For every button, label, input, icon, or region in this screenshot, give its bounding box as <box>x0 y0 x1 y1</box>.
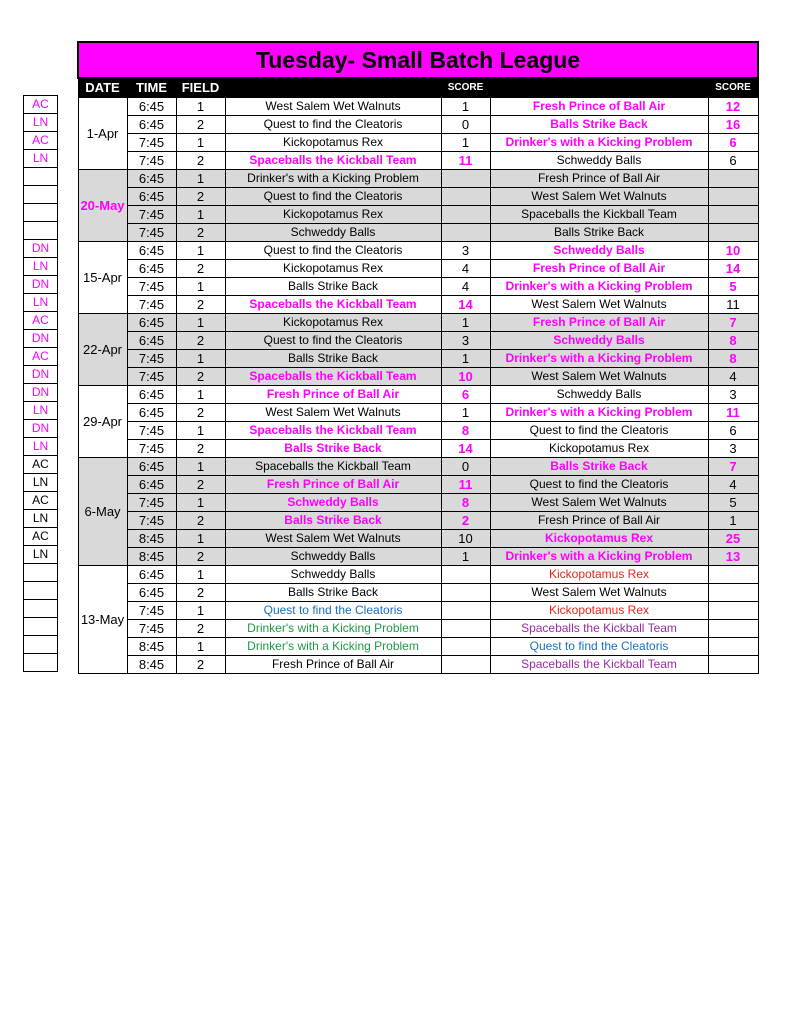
game-row <box>78 386 758 404</box>
away-team: Drinker's with a Kicking Problem <box>490 350 708 368</box>
home-score <box>441 566 490 584</box>
away-team: Schweddy Balls <box>490 386 708 404</box>
game-field: 2 <box>176 116 225 134</box>
home-score: 4 <box>441 278 490 296</box>
away-team: Quest to find the Cleatoris <box>490 476 708 494</box>
game-time: 6:45 <box>127 566 176 584</box>
game-field: 1 <box>176 422 225 440</box>
game-field: 2 <box>176 296 225 314</box>
home-team: Spaceballs the Kickball Team <box>225 458 441 476</box>
away-team: Fresh Prince of Ball Air <box>490 512 708 530</box>
away-score: 3 <box>708 440 758 458</box>
game-time: 6:45 <box>127 188 176 206</box>
game-row <box>78 602 758 620</box>
away-score: 7 <box>708 314 758 332</box>
division-cell: AC <box>24 132 58 150</box>
game-field: 1 <box>176 278 225 296</box>
game-row <box>78 242 758 260</box>
page-title: Tuesday- Small Batch League <box>78 42 758 78</box>
date-header: DATE <box>78 78 127 98</box>
game-time: 7:45 <box>127 296 176 314</box>
home-score: 8 <box>441 494 490 512</box>
game-time: 6:45 <box>127 116 176 134</box>
division-cell: LN <box>24 258 58 276</box>
away-score <box>708 656 758 674</box>
away-score: 3 <box>708 386 758 404</box>
game-time: 8:45 <box>127 548 176 566</box>
game-field: 2 <box>176 584 225 602</box>
home-score: 1 <box>441 350 490 368</box>
away-score: 13 <box>708 548 758 566</box>
home-score <box>441 656 490 674</box>
game-time: 6:45 <box>127 404 176 422</box>
home-score: 4 <box>441 260 490 278</box>
home-team: Kickopotamus Rex <box>225 260 441 278</box>
away-team: Kickopotamus Rex <box>490 530 708 548</box>
away-score: 5 <box>708 278 758 296</box>
game-field: 1 <box>176 530 225 548</box>
game-time: 7:45 <box>127 512 176 530</box>
division-cell <box>24 564 58 582</box>
field-header: FIELD <box>176 78 225 98</box>
home-team: Fresh Prince of Ball Air <box>225 386 441 404</box>
game-time: 7:45 <box>127 620 176 638</box>
home-score: 3 <box>441 242 490 260</box>
division-cell <box>24 582 58 600</box>
home-team: Quest to find the Cleatoris <box>225 332 441 350</box>
division-cell: AC <box>24 492 58 510</box>
away-score <box>708 638 758 656</box>
away-score: 11 <box>708 296 758 314</box>
division-cell: LN <box>24 546 58 564</box>
game-time: 6:45 <box>127 386 176 404</box>
home-score: 6 <box>441 386 490 404</box>
division-cell <box>24 204 58 222</box>
division-cell: LN <box>24 510 58 528</box>
division-cell: LN <box>24 402 58 420</box>
game-time: 6:45 <box>127 458 176 476</box>
away-score <box>708 224 758 242</box>
home-score <box>441 584 490 602</box>
home-team: Kickopotamus Rex <box>225 134 441 152</box>
home-team: Schweddy Balls <box>225 224 441 242</box>
division-cell: DN <box>24 366 58 384</box>
home-score: 1 <box>441 98 490 116</box>
game-row <box>78 404 758 422</box>
game-time: 7:45 <box>127 152 176 170</box>
away-team: West Salem Wet Walnuts <box>490 188 708 206</box>
game-row <box>78 278 758 296</box>
game-field: 1 <box>176 134 225 152</box>
home-score: 14 <box>441 296 490 314</box>
game-row <box>78 440 758 458</box>
game-time: 7:45 <box>127 440 176 458</box>
game-row <box>78 188 758 206</box>
game-time: 7:45 <box>127 494 176 512</box>
game-time: 6:45 <box>127 260 176 278</box>
away-score: 6 <box>708 152 758 170</box>
away-score <box>708 566 758 584</box>
game-time: 8:45 <box>127 530 176 548</box>
home-team: Spaceballs the Kickball Team <box>225 422 441 440</box>
game-time: 7:45 <box>127 602 176 620</box>
away-score: 14 <box>708 260 758 278</box>
away-team: Schweddy Balls <box>490 242 708 260</box>
game-field: 2 <box>176 620 225 638</box>
game-row <box>78 260 758 278</box>
home-score: 8 <box>441 422 490 440</box>
game-field: 1 <box>176 242 225 260</box>
away-team: Fresh Prince of Ball Air <box>490 170 708 188</box>
home-score <box>441 170 490 188</box>
home-score <box>441 224 490 242</box>
home-team: Kickopotamus Rex <box>225 314 441 332</box>
division-cell: DN <box>24 330 58 348</box>
game-field: 2 <box>176 224 225 242</box>
away-team: Fresh Prince of Ball Air <box>490 260 708 278</box>
away-score: 6 <box>708 422 758 440</box>
game-time: 6:45 <box>127 476 176 494</box>
away-team: Kickopotamus Rex <box>490 566 708 584</box>
home-team: Spaceballs the Kickball Team <box>225 368 441 386</box>
game-field: 1 <box>176 98 225 116</box>
division-cell: LN <box>24 474 58 492</box>
game-field: 2 <box>176 440 225 458</box>
game-field: 1 <box>176 602 225 620</box>
away-score: 25 <box>708 530 758 548</box>
away-team: Spaceballs the Kickball Team <box>490 656 708 674</box>
home-team: Drinker's with a Kicking Problem <box>225 620 441 638</box>
game-time: 7:45 <box>127 368 176 386</box>
away-score: 6 <box>708 134 758 152</box>
home-team: Balls Strike Back <box>225 584 441 602</box>
home-team: Schweddy Balls <box>225 548 441 566</box>
game-row <box>78 368 758 386</box>
division-cell: LN <box>24 114 58 132</box>
game-field: 2 <box>176 260 225 278</box>
game-time: 7:45 <box>127 278 176 296</box>
away-team: Drinker's with a Kicking Problem <box>490 134 708 152</box>
schedule-table <box>77 41 759 674</box>
game-time: 7:45 <box>127 350 176 368</box>
away-team: West Salem Wet Walnuts <box>490 494 708 512</box>
away-team: Spaceballs the Kickball Team <box>490 206 708 224</box>
division-cell <box>24 186 58 204</box>
game-date: 6-May <box>78 458 127 566</box>
away-team: Quest to find the Cleatoris <box>490 638 708 656</box>
away-score <box>708 206 758 224</box>
division-cell: AC <box>24 348 58 366</box>
away-score <box>708 170 758 188</box>
game-time: 7:45 <box>127 206 176 224</box>
away-team: West Salem Wet Walnuts <box>490 368 708 386</box>
home-score: 0 <box>441 116 490 134</box>
game-row <box>78 116 758 134</box>
away-team: Kickopotamus Rex <box>490 440 708 458</box>
home-score: 1 <box>441 134 490 152</box>
game-time: 6:45 <box>127 314 176 332</box>
division-cell <box>24 222 58 240</box>
home-team: Spaceballs the Kickball Team <box>225 296 441 314</box>
away-score <box>708 584 758 602</box>
game-field: 1 <box>176 458 225 476</box>
game-row <box>78 152 758 170</box>
home-team: Fresh Prince of Ball Air <box>225 656 441 674</box>
away-score: 12 <box>708 98 758 116</box>
game-row <box>78 350 758 368</box>
team2-header <box>490 78 708 98</box>
home-score <box>441 602 490 620</box>
division-cell: LN <box>24 438 58 456</box>
game-row <box>78 170 758 188</box>
home-score <box>441 620 490 638</box>
division-cell <box>24 168 58 186</box>
away-score <box>708 188 758 206</box>
home-score: 11 <box>441 476 490 494</box>
away-team: Schweddy Balls <box>490 332 708 350</box>
home-team: Kickopotamus Rex <box>225 206 441 224</box>
division-cell: DN <box>24 420 58 438</box>
home-score: 3 <box>441 332 490 350</box>
division-cell <box>24 618 58 636</box>
game-date: 13-May <box>78 566 127 674</box>
game-row <box>78 134 758 152</box>
division-cell: AC <box>24 528 58 546</box>
away-score: 8 <box>708 332 758 350</box>
game-date: 20-May <box>78 170 127 242</box>
away-score: 10 <box>708 242 758 260</box>
division-cell: LN <box>24 294 58 312</box>
away-team: Drinker's with a Kicking Problem <box>490 404 708 422</box>
game-row <box>78 530 758 548</box>
game-field: 2 <box>176 404 225 422</box>
game-time: 8:45 <box>127 656 176 674</box>
home-score: 10 <box>441 530 490 548</box>
away-score: 1 <box>708 512 758 530</box>
game-row <box>78 332 758 350</box>
away-score <box>708 620 758 638</box>
home-score: 10 <box>441 368 490 386</box>
game-field: 1 <box>176 386 225 404</box>
home-score <box>441 206 490 224</box>
game-row <box>78 206 758 224</box>
game-row <box>78 494 758 512</box>
division-cell <box>24 600 58 618</box>
game-time: 6:45 <box>127 170 176 188</box>
game-time: 6:45 <box>127 242 176 260</box>
division-cell: AC <box>24 456 58 474</box>
game-field: 2 <box>176 656 225 674</box>
away-team: Fresh Prince of Ball Air <box>490 98 708 116</box>
division-cell: DN <box>24 276 58 294</box>
home-score: 0 <box>441 458 490 476</box>
away-score: 4 <box>708 476 758 494</box>
away-team: Balls Strike Back <box>490 224 708 242</box>
home-score: 11 <box>441 152 490 170</box>
game-row <box>78 296 758 314</box>
home-team: Quest to find the Cleatoris <box>225 242 441 260</box>
game-time: 6:45 <box>127 584 176 602</box>
home-team: Balls Strike Back <box>225 278 441 296</box>
home-score: 1 <box>441 314 490 332</box>
game-field: 1 <box>176 566 225 584</box>
away-team: Schweddy Balls <box>490 152 708 170</box>
division-cell: LN <box>24 150 58 168</box>
home-score: 2 <box>441 512 490 530</box>
home-team: Drinker's with a Kicking Problem <box>225 170 441 188</box>
home-score: 14 <box>441 440 490 458</box>
game-time: 7:45 <box>127 224 176 242</box>
away-team: West Salem Wet Walnuts <box>490 584 708 602</box>
home-team: Quest to find the Cleatoris <box>225 602 441 620</box>
home-team: Fresh Prince of Ball Air <box>225 476 441 494</box>
game-row <box>78 512 758 530</box>
away-team: Quest to find the Cleatoris <box>490 422 708 440</box>
game-row <box>78 566 758 584</box>
game-field: 2 <box>176 368 225 386</box>
game-row <box>78 638 758 656</box>
home-team: Quest to find the Cleatoris <box>225 116 441 134</box>
away-team: Spaceballs the Kickball Team <box>490 620 708 638</box>
team1-header <box>225 78 441 98</box>
home-team: Schweddy Balls <box>225 494 441 512</box>
home-score <box>441 188 490 206</box>
game-field: 1 <box>176 314 225 332</box>
game-field: 2 <box>176 512 225 530</box>
division-cell: DN <box>24 384 58 402</box>
game-field: 1 <box>176 638 225 656</box>
away-score: 11 <box>708 404 758 422</box>
away-team: Balls Strike Back <box>490 458 708 476</box>
game-field: 1 <box>176 350 225 368</box>
away-score: 8 <box>708 350 758 368</box>
home-score: 1 <box>441 404 490 422</box>
home-score <box>441 638 490 656</box>
home-team: Spaceballs the Kickball Team <box>225 152 441 170</box>
away-team: Fresh Prince of Ball Air <box>490 314 708 332</box>
game-row <box>78 656 758 674</box>
away-team: Drinker's with a Kicking Problem <box>490 278 708 296</box>
game-row <box>78 548 758 566</box>
game-field: 2 <box>176 476 225 494</box>
game-row <box>78 620 758 638</box>
division-cell <box>24 636 58 654</box>
away-score: 5 <box>708 494 758 512</box>
game-time: 6:45 <box>127 332 176 350</box>
game-time: 7:45 <box>127 422 176 440</box>
game-date: 1-Apr <box>78 98 127 170</box>
away-team: Kickopotamus Rex <box>490 602 708 620</box>
division-column <box>23 95 58 672</box>
game-row <box>78 224 758 242</box>
game-field: 2 <box>176 548 225 566</box>
game-field: 1 <box>176 170 225 188</box>
game-field: 2 <box>176 332 225 350</box>
game-time: 8:45 <box>127 638 176 656</box>
game-row <box>78 584 758 602</box>
game-field: 1 <box>176 494 225 512</box>
home-team: Balls Strike Back <box>225 350 441 368</box>
game-date: 15-Apr <box>78 242 127 314</box>
game-field: 2 <box>176 152 225 170</box>
game-row <box>78 98 758 116</box>
game-row <box>78 314 758 332</box>
away-team: West Salem Wet Walnuts <box>490 296 708 314</box>
division-cell <box>24 654 58 672</box>
home-team: Balls Strike Back <box>225 512 441 530</box>
division-cell: DN <box>24 240 58 258</box>
game-field: 1 <box>176 206 225 224</box>
score1-header: SCORE <box>441 78 490 98</box>
game-field: 2 <box>176 188 225 206</box>
division-cell: AC <box>24 96 58 114</box>
game-time: 7:45 <box>127 134 176 152</box>
home-score: 1 <box>441 548 490 566</box>
game-date: 22-Apr <box>78 314 127 386</box>
game-time: 6:45 <box>127 98 176 116</box>
game-row <box>78 476 758 494</box>
home-team: West Salem Wet Walnuts <box>225 530 441 548</box>
home-team: Drinker's with a Kicking Problem <box>225 638 441 656</box>
home-team: West Salem Wet Walnuts <box>225 404 441 422</box>
score2-header: SCORE <box>708 78 758 98</box>
home-team: West Salem Wet Walnuts <box>225 98 441 116</box>
away-team: Drinker's with a Kicking Problem <box>490 548 708 566</box>
game-row <box>78 458 758 476</box>
time-header: TIME <box>127 78 176 98</box>
away-team: Balls Strike Back <box>490 116 708 134</box>
game-date: 29-Apr <box>78 386 127 458</box>
home-team: Balls Strike Back <box>225 440 441 458</box>
header-row <box>78 78 758 98</box>
division-cell: AC <box>24 312 58 330</box>
away-score: 16 <box>708 116 758 134</box>
home-team: Quest to find the Cleatoris <box>225 188 441 206</box>
away-score: 7 <box>708 458 758 476</box>
away-score <box>708 602 758 620</box>
home-team: Schweddy Balls <box>225 566 441 584</box>
away-score: 4 <box>708 368 758 386</box>
game-row <box>78 422 758 440</box>
